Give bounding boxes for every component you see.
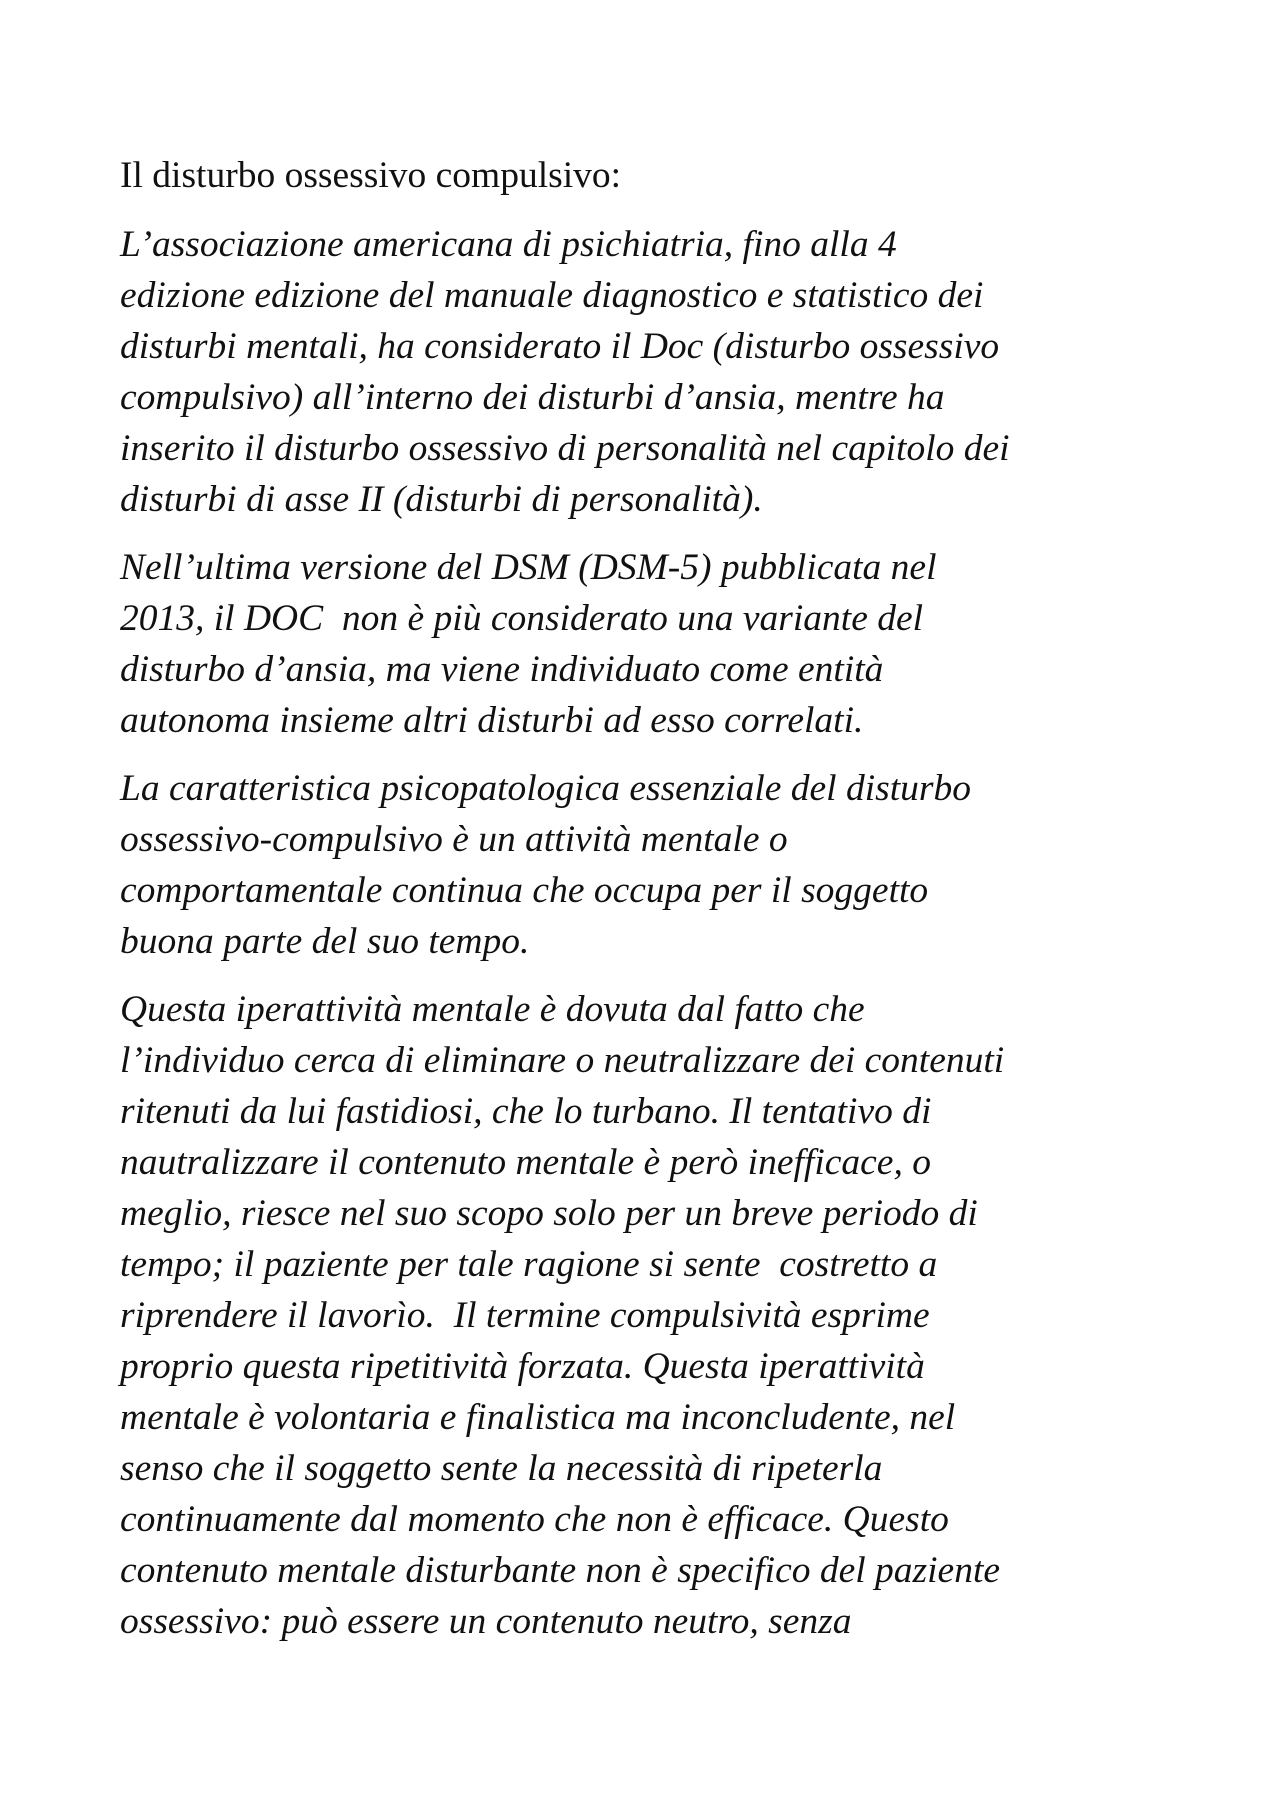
text-line: disturbo d’ansia, ma viene individuato come entità xyxy=(120,649,884,690)
text-line: inserito il disturbo ossessivo di personalità nel capitolo dei xyxy=(120,428,1010,469)
text-line: proprio questa ripetitività forzata. Questa iperattività xyxy=(120,1346,925,1387)
text-line: ossessivo: può essere un contenuto neutro, senza xyxy=(120,1601,852,1642)
text-line: 2013, il DOC non è più considerato una variante del xyxy=(120,598,924,639)
text-line: ossessivo-compulsivo è un attività mentale o xyxy=(120,819,788,860)
text-line: nautralizzare il contenuto mentale è però inefficace, o xyxy=(120,1142,931,1183)
document-body xyxy=(120,150,1180,1664)
text-line: contenuto mentale disturbante non è specifico del paziente xyxy=(120,1550,1001,1591)
text-line: compulsivo) all’interno dei disturbi d’ansia, mentre ha xyxy=(120,377,945,418)
page-title: Il disturbo ossessivo compulsivo: xyxy=(120,155,622,196)
text-line: ritenuti da lui fastidiosi, che lo turbano. Il tentativo di xyxy=(120,1091,932,1132)
text-line: comportamentale continua che occupa per il soggetto xyxy=(120,870,929,911)
text-line: tempo; il paziente per tale ragione si sente costretto a xyxy=(120,1244,938,1285)
text-line: edizione edizione del manuale diagnostico e statistico dei xyxy=(120,275,984,316)
paragraph xyxy=(120,219,1180,525)
text-line: l’individuo cerca di eliminare o neutralizzare dei contenuti xyxy=(120,1040,1005,1081)
paragraph xyxy=(120,763,1180,967)
text-line: buona parte del suo tempo. xyxy=(120,921,530,962)
text-line: L’associazione americana di psichiatria, fino alla 4 xyxy=(120,224,897,265)
text-line: disturbi mentali, ha considerato il Doc (disturbo ossessivo xyxy=(120,326,1000,367)
text-line: autonoma insieme altri disturbi ad esso correlati. xyxy=(120,700,864,741)
text-line: meglio, riesce nel suo scopo solo per un breve periodo di xyxy=(120,1193,978,1234)
text-line: Nell’ultima versione del DSM (DSM-5) pubblicata nel xyxy=(120,547,937,588)
paragraph xyxy=(120,984,1180,1647)
text-line: senso che il soggetto sente la necessità di ripeterla xyxy=(120,1448,883,1489)
paragraph xyxy=(120,542,1180,746)
text-line: disturbi di asse II (disturbi di personalità). xyxy=(120,479,763,520)
text-line: La caratteristica psicopatologica essenziale del disturbo xyxy=(120,768,971,809)
text-line: continuamente dal momento che non è efficace. Questo xyxy=(120,1499,949,1540)
text-line: Questa iperattività mentale è dovuta dal fatto che xyxy=(120,989,865,1030)
text-line: riprendere il lavorìo. Il termine compulsività esprime xyxy=(120,1295,930,1336)
paragraph-list xyxy=(120,219,1180,1647)
text-line: mentale è volontaria e finalistica ma inconcludente, nel xyxy=(120,1397,956,1438)
